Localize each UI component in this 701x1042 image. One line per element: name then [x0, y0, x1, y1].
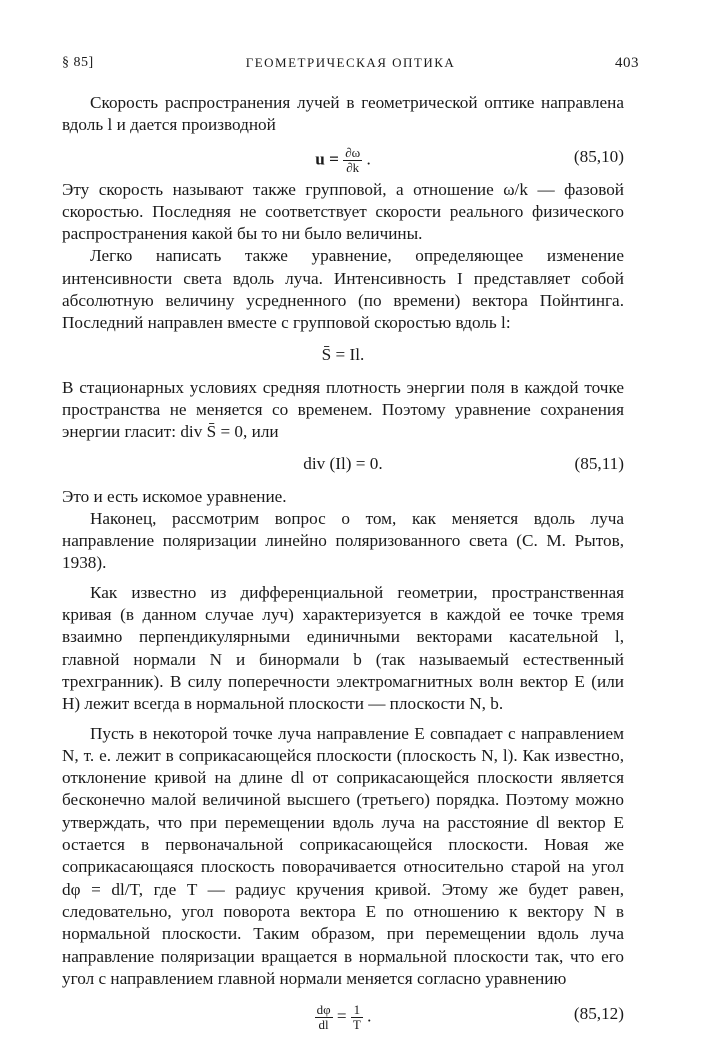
fraction-numerator: 1 [351, 1003, 363, 1018]
page-body [62, 92, 624, 1042]
equation-number: (85,11) [574, 453, 624, 473]
equation-number: (85,12) [573, 1004, 624, 1024]
equals-sign: = [336, 1006, 347, 1026]
fraction [343, 146, 362, 175]
equation-poynting [62, 338, 624, 372]
page-number: 403 [615, 55, 639, 71]
equation-formula: div (Il) = 0. [303, 453, 383, 473]
fraction-denominator: ∂k [346, 159, 360, 175]
equation-tail: . [366, 149, 371, 169]
equation-number: (85,10) [573, 146, 624, 166]
fraction-denominator: dl [318, 1017, 329, 1033]
fraction-denominator: T [352, 1017, 361, 1033]
fraction-numerator: ∂ω [345, 144, 361, 160]
equation-85-10 [62, 140, 624, 174]
fraction-left [315, 1003, 333, 1032]
equation-formula [62, 146, 624, 175]
fraction-numerator: dφ [316, 1002, 331, 1018]
paragraph-intensity: Легко написать также уравнение, определяющее изменение интенсивности света вдоль луча. Интенсивность I представляет собой абсолютную величину усредненного (по времени) вектора Пойнтинга. Последний направлен вместе с групповой скоростью вдоль l: [62, 246, 624, 333]
section-marker: § 85] [62, 55, 94, 70]
paragraph-polarization: Наконец, рассмотрим вопрос о том, как меняется вдоль луча направление поляризации линейно поляризованного света (С. М. Рытов, 1938). [62, 508, 624, 573]
paragraph-conclusion: Это и есть искомое уравнение. [62, 486, 287, 506]
paragraph-differential-geometry: Как известно из дифференциальной геометрии, пространственная кривая (в данном случае луч) характеризуется в каждой ее точке тремя взаимно перпендикулярными единичными векторами касательной l, главной нормали N и бинормали b (так называемый естественный трехгранник). В силу поперечности электромагнитных волн вектор E (или H) лежит всегда в нормальной плоскости — плоскости N, b. [62, 582, 624, 714]
paragraph-phase-velocity: Эту скорость называют также групповой, а отношение ω/k — фазовой скоростью. Последняя не соответствует скорости реального физического распространения какой бы то ни было величины. [62, 179, 624, 244]
fraction-right [351, 1003, 363, 1032]
running-title: ГЕОМЕТРИЧЕСКАЯ ОПТИКА [245, 55, 456, 70]
paragraph-stationary: В стационарных условиях средняя плотность энергии поля в каждой точке пространства не меняется со временем. Поэтому уравнение сохранения энергии гласит: div S̄ = 0, или [62, 377, 624, 442]
equation-85-11 [62, 447, 624, 481]
equation-formula: S̄ = Il. [321, 344, 365, 364]
equation-lhs: u = [315, 149, 339, 169]
equation-tail: . [367, 1006, 372, 1026]
paragraph-rotation: Пусть в некоторой точке луча направление E совпадает с направлением N, т. е. лежит в соприкасающейся плоскости (плоскость N, l). Как известно, отклонение кривой на длине dl от соприкасающейся плоскости является бесконечно малой величиной высшего (третьего) порядка. Поэтому можно утверждать, что при перемещении вдоль луча на расстояние dl вектор E остается в первоначальной соприкасающейся плоскости. Новая же соприкасающаяся плоскость поворачивается относительно старой на угол dφ = dl/T, где T — радиус кручения кривой. Этому же будет равен, следовательно, угол поворота вектора E по отношению к вектору N в нормальной плоскости. Таким образом, при перемещении вдоль луча направление поляризации вращается в нормальной плоскости так, что его угол с направлением главной нормали меняется согласно уравнению [62, 723, 624, 988]
equation-formula [62, 1003, 624, 1032]
paragraph-group-velocity: Скорость распространения лучей в геометрической оптике направлена вдоль l и дается производной [62, 93, 624, 135]
